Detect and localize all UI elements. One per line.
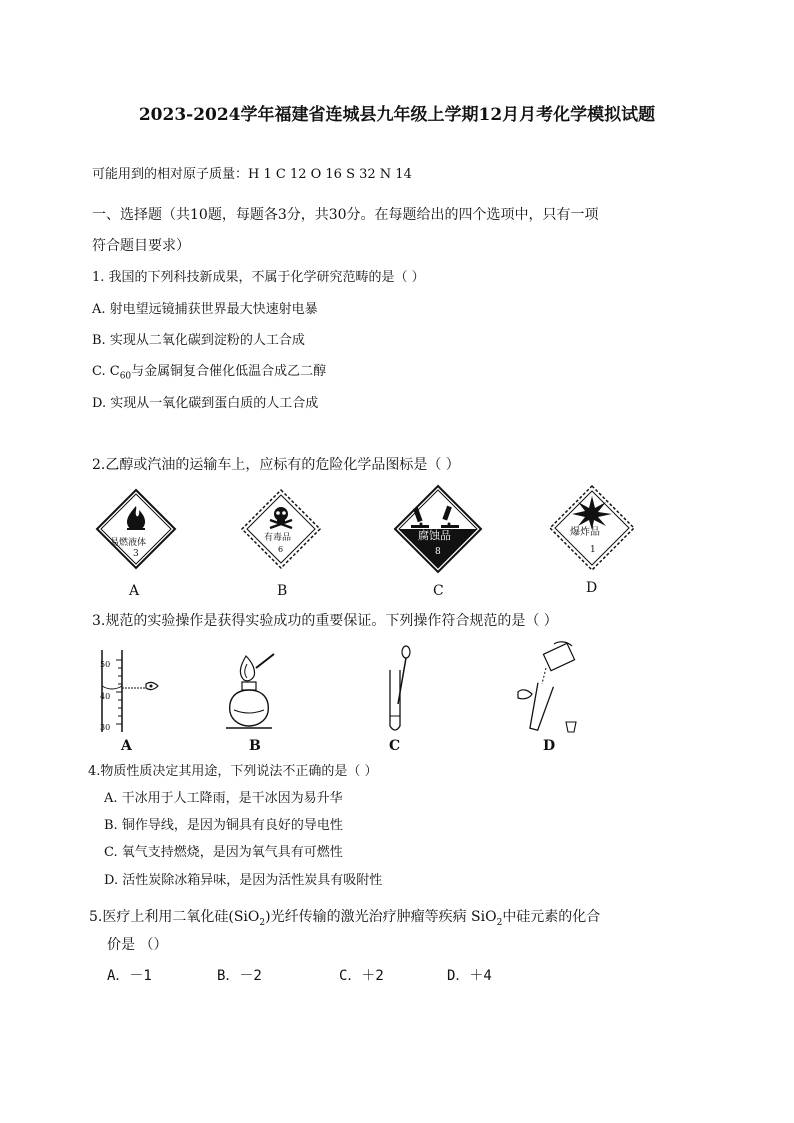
q1-option-c: C. $C_{60}$与金属铜复合催化低温合成乙二醇 [92,364,327,382]
sign-d-num: 1 [590,545,596,555]
eye-icon [146,682,158,689]
q5-option-d: D．＋4 [447,968,492,984]
page-title: 2023-2024学年福建省连城县九年级上学期12月月考化学模拟试题 [138,105,656,125]
sign-b-text: 有毒品 [264,533,292,543]
sign-a-num: 3 [133,549,139,559]
q5-option-a: A．－1 [107,968,152,984]
q3-stem: 3.规范的实验操作是获得实验成功的重要保证。下列操作符合规范的是（ ） [92,613,558,629]
section-heading-line2: 符合题目要求） [92,238,190,254]
reagent-bottle-icon [543,642,574,671]
q4-option-b: B. 铜作导线，是因为铜具有良好的导电性 [104,818,343,833]
q4-option-a: A. 干冰用于人工降雨，是干冰因为易升华 [104,791,343,806]
q1-option-b: B. 实现从二氧化碳到淀粉的人工合成 [92,333,305,348]
sign-c-num: 8 [435,547,441,557]
q3-label-c: C [389,738,401,754]
q4-stem: 4.物质性质决定其用途，下列说法不正确的是（ ） [88,764,378,779]
sign-d-text: 爆炸品 [570,527,600,538]
q3-label-b: B [249,738,261,754]
q1-option-d: D. 实现从一氧化碳到蛋白质的人工合成 [92,396,319,411]
q3-label-a: A [121,738,132,754]
sign-b-num: 6 [278,545,284,554]
q4-option-c: C. 氧气支持燃烧，是因为氧气具有可燃性 [104,845,343,860]
q2-label-a: A [129,583,140,599]
test-tube-dropper [382,644,416,736]
atomic-mass-line: 可能用到的相对原子质量：H 1 C 12 O 16 S 32 N 14 [92,167,412,182]
q5-stem-line2: 价是 （） [107,937,168,953]
q2-label-c: C [433,583,444,599]
q1-stem: 1. 我国的下列科技新成果，不属于化学研究范畴的是（ ） [92,270,425,285]
skull-icon [270,507,292,528]
q4-option-d: D. 活性炭除冰箱异味，是因为活性炭具有吸附性 [104,873,383,888]
bottle-stopper-icon [566,722,576,732]
q2-label-d: D [586,580,598,596]
q5-option-b: B．－2 [217,968,262,984]
scale-40: 40 [100,692,111,701]
dropper-bulb-icon [402,646,410,658]
scale-50: 50 [100,660,111,669]
q3-label-d: D [543,738,556,754]
pouring-liquid [510,640,586,736]
q5-stem-line1: 5.医疗上利用二氧化硅(SiO$_2$)光纤传输的激光治疗肿瘤等疾病 SiO$_2$中硅元素的化合 [89,909,601,928]
sign-c-text: 腐蚀品 [418,529,451,542]
alcohol-lamp-lighting [220,648,280,736]
section-heading-line1: 一、选择题（共10题，每题各3分，共30分。在每题给出的四个选项中，只有一项 [92,207,599,223]
q2-stem: 2.乙醇或汽油的运输车上，应标有的危险化学品图标是（ ） [92,457,460,473]
q5-option-c: C．＋2 [339,968,384,984]
q1-option-a: A. 射电望远镜捕获世界最大快速射电暴 [92,302,318,317]
toxic-sign [240,488,322,570]
hand-icon [518,690,532,699]
sign-a-text: 易燃液体 [110,538,147,548]
flame-icon [127,506,145,529]
q2-label-b: B [277,583,288,599]
scale-30: 30 [100,723,111,732]
